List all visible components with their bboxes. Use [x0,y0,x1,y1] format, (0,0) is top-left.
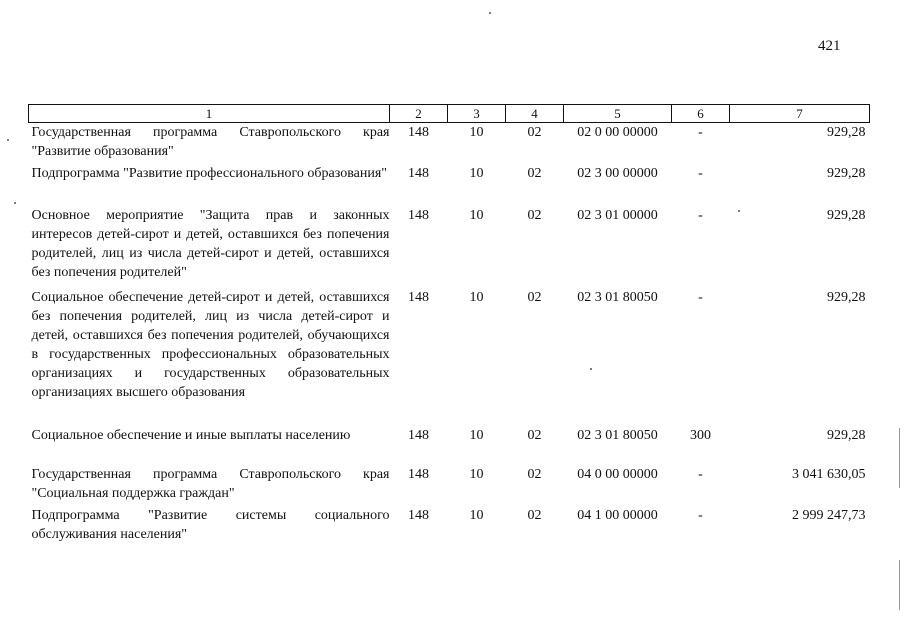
header-col-3: 3 [448,105,506,123]
row-col-2: 148 [408,166,429,181]
row-col-2: 148 [408,208,429,223]
row-col-3: 10 [469,208,484,223]
row-col-5: 02 3 01 00000 [577,208,658,223]
row-col-2: 148 [408,290,429,305]
row-col-4: 02 [527,166,542,181]
table-header [29,105,870,123]
header-row [29,105,870,123]
row-col-2: 148 [408,125,429,140]
row-col-2: 148 [408,508,429,523]
row-amount: 929,28 [827,166,866,181]
row-col-6: - [698,166,703,181]
row-col-3: 10 [469,428,484,443]
header-col-4: 4 [506,105,564,123]
row-name: Социальное обеспечение детей-сирот и детей, оставшихся без попечения родителей, лиц из числа детей-сирот и детей, оставшихся без попечения родителей, обучающихся в государственных профессиональных образовательных организациях и государственных образовательных организациях высшего образования [31,290,390,400]
row-col-4: 02 [527,428,542,443]
table-row [29,164,870,206]
scan-speck [7,139,9,141]
row-name: Подпрограмма "Развитие профессионального образования" [31,166,387,181]
row-col-5: 02 3 01 80050 [577,428,658,443]
table-row [29,288,870,426]
row-amount: 2 999 247,73 [792,508,866,523]
row-col-6: - [698,467,703,482]
row-amount: 929,28 [827,290,866,305]
table-row [29,465,870,506]
row-col-4: 02 [527,208,542,223]
header-col-1: 1 [29,105,390,123]
row-amount: 929,28 [827,208,866,223]
row-col-3: 10 [469,166,484,181]
table-row [29,206,870,288]
table-row [29,506,870,546]
row-col-3: 10 [469,508,484,523]
row-col-5: 02 0 00 00000 [577,125,658,140]
row-amount: 3 041 630,05 [792,467,866,482]
row-name: Государственная программа Ставропольского края "Социальная поддержка граждан" [31,467,390,501]
scan-speck [489,12,491,14]
row-col-6: - [698,508,703,523]
header-col-2: 2 [390,105,448,123]
header-col-7: 7 [730,105,870,123]
row-col-6: - [698,125,703,140]
table-row [29,426,870,465]
row-col-5: 02 3 01 80050 [577,290,658,305]
scan-speck [14,202,16,204]
row-col-3: 10 [469,290,484,305]
row-col-3: 10 [469,467,484,482]
row-col-4: 02 [527,467,542,482]
row-col-4: 02 [527,508,542,523]
row-col-6: - [698,208,703,223]
page-number: 421 [818,38,841,54]
scan-edge-mark [899,560,900,610]
budget-table [28,104,870,546]
row-col-5: 04 1 00 00000 [577,508,658,523]
row-name: Основное мероприятие "Защита прав и законных интересов детей-сирот и детей, оставшихся без попечения родителей, лиц из числа детей-сирот и детей, оставшихся без попечения родителей" [31,208,390,280]
row-name: Государственная программа Ставропольского края "Развитие образования" [31,125,390,159]
row-col-6: - [698,290,703,305]
row-col-5: 02 3 00 00000 [577,166,658,181]
row-col-6: 300 [690,428,711,443]
row-name: Социальное обеспечение и иные выплаты населению [31,428,351,443]
header-col-5: 5 [564,105,672,123]
row-amount: 929,28 [827,125,866,140]
row-col-3: 10 [469,125,484,140]
row-amount: 929,28 [827,428,866,443]
row-col-2: 148 [408,467,429,482]
row-col-2: 148 [408,428,429,443]
row-col-4: 02 [527,125,542,140]
table-body [29,123,870,547]
table-row [29,123,870,165]
scan-edge-mark [899,428,900,488]
header-col-6: 6 [672,105,730,123]
row-name: Подпрограмма "Развитие системы социального обслуживания населения" [31,508,390,542]
row-col-4: 02 [527,290,542,305]
row-col-5: 04 0 00 00000 [577,467,658,482]
